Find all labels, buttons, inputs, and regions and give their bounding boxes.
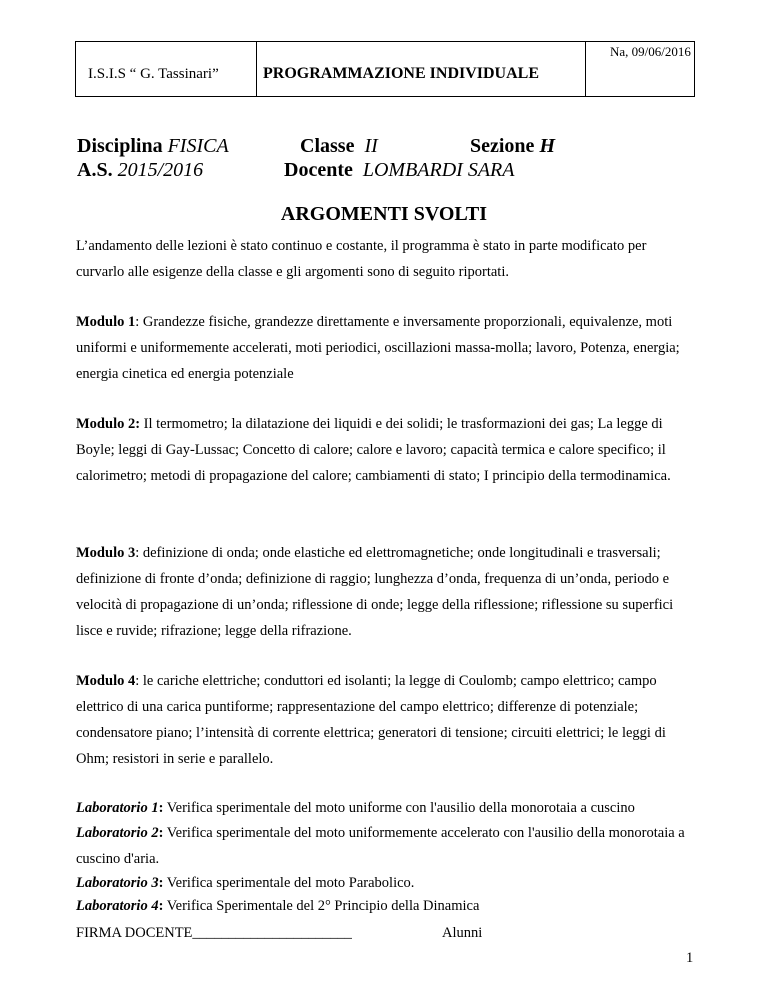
header-date-cell: [586, 42, 694, 96]
alunni-label: Alunni: [442, 925, 483, 941]
as-line: [77, 159, 203, 182]
docente-line: [284, 159, 515, 182]
module-1: [76, 309, 692, 387]
section-heading: ARGOMENTI SVOLTI: [280, 203, 488, 225]
intro-paragraph: L’andamento delle lezioni è stato continuo e costante, il programma è stato in parte modificato per curvarlo alle esigenze della classe e gli argomenti sono di seguito riportati.: [76, 238, 647, 280]
module-text: : Grandezze fisiche, grandezze direttamente e inversamente proporzionali, equivalenze, moti uniformi e uniformemente accelerati, moti periodici, oscillazioni massa-molla; lavoro, Potenza, energia; energia cinetica ed energia potenziale: [76, 314, 680, 382]
module-2: [76, 411, 692, 489]
module-label: Modulo 1: [76, 314, 136, 330]
lab-3: Laboratorio 3: Verifica sperimentale del moto Parabolico.: [76, 875, 415, 891]
lab-label: Laboratorio 3: [76, 875, 159, 891]
header-table: [75, 41, 695, 97]
lab-text: Verifica sperimentale del moto uniforme con l'ausilio della monorotaia a cuscino: [163, 800, 635, 816]
signature-line: FIRMA DOCENTE______________________: [76, 925, 352, 941]
sezione-line: [470, 135, 555, 158]
header-title-cell: [257, 42, 586, 96]
classe-label: Classe: [300, 135, 355, 157]
lab-label: Laboratorio 4: [76, 898, 159, 914]
lab-1: Laboratorio 1: Verifica sperimentale del moto uniforme con l'ausilio della monorotaia a cuscino: [76, 800, 635, 816]
lab-label: Laboratorio 2: [76, 825, 159, 841]
module-3: [76, 540, 692, 644]
lab-text: Verifica sperimentale del moto uniformemente accelerato con l'ausilio della monorotaia a cuscino d'aria.: [76, 825, 685, 867]
module-text: : definizione di onda; onde elastiche ed elettromagnetiche; onde longitudinali e trasversali; definizione di fronte d’onda; definizione di raggio; lunghezza d’onda, frequenza di un’onda, periodo e velocità di propagazione di un’onda; riflessione di onde; legge della riflessione; riflessione su superfici lisce e ruvide; rifrazione; legge della rifrazione.: [76, 545, 674, 639]
lab-text: Verifica sperimentale del moto Parabolico.: [163, 875, 415, 891]
school-name: I.S.I.S “ G. Tassinari”: [88, 66, 219, 82]
disciplina-line: [77, 135, 229, 158]
lab-label: Laboratorio 1: [76, 800, 159, 816]
module-label: Modulo 2:: [76, 416, 141, 432]
header-school-cell: [76, 42, 257, 96]
module-label: Modulo 4: [76, 673, 136, 689]
docente-value: LOMBARDI SARA: [362, 159, 515, 181]
document-date: Na, 09/06/2016: [610, 44, 691, 59]
disciplina-value: FISICA: [167, 135, 229, 157]
as-value: 2015/2016: [117, 159, 204, 181]
sezione-value: H: [539, 135, 555, 157]
lab-text: Verifica Sperimentale del 2° Principio della Dinamica: [163, 898, 480, 914]
disciplina-label: Disciplina: [77, 135, 163, 157]
docente-label: Docente: [284, 159, 353, 181]
classe-value: II: [364, 135, 378, 157]
module-4: [76, 668, 692, 772]
classe-line: [300, 135, 378, 158]
lab-4: Laboratorio 4: Verifica Sperimentale del 2° Principio della Dinamica: [76, 898, 480, 914]
module-label: Modulo 3: [76, 545, 136, 561]
module-text: : le cariche elettriche; conduttori ed isolanti; la legge di Coulomb; campo elettrico; campo elettrico di una carica puntiforme; rappresentazione del campo elettrico; differenze di potenziale; condensatore piano; l’intensità di corrente elettrica; generatori di tensione; circuiti elettrici; le leggi di Ohm; resistori in serie e parallelo.: [76, 673, 666, 767]
as-label: A.S.: [77, 159, 113, 181]
page-number: 1: [686, 950, 694, 966]
sezione-label: Sezione: [470, 135, 535, 157]
lab-2: Laboratorio 2: Verifica sperimentale del moto uniformemente accelerato con l'ausilio della monorotaia a cuscino d'aria.: [76, 825, 685, 867]
module-text: Il termometro; la dilatazione dei liquidi e dei solidi; le trasformazioni dei gas; La legge di Boyle; leggi di Gay-Lussac; Concetto di calore; calore e lavoro; capacità termica e calore specifico; il calorimetro; metodi di propagazione del calore; cambiamenti di stato; I principio della termodinamica.: [76, 416, 671, 484]
document-title: PROGRAMMAZIONE INDIVIDUALE: [263, 65, 540, 82]
